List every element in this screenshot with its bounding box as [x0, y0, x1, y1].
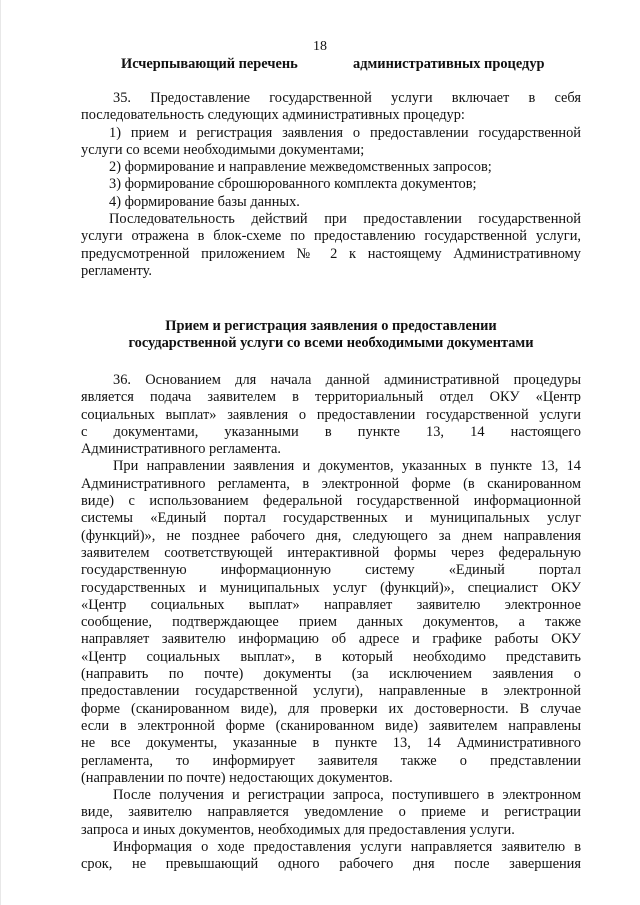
text-line: При направлении заявления и документов, указанных в пункте 13, 14 — [113, 458, 581, 475]
text-line: 2) формирование и направление межведомственных запросов; — [109, 159, 492, 176]
text-line: последовательность следующих административных процедур: — [81, 107, 465, 124]
text-line: государственную информационную систему «Единый портал — [81, 562, 581, 579]
text-line: После получения и регистрации запроса, поступившего в электронном — [113, 787, 581, 804]
text-line: срок, не превышающий одного рабочего дня после завершения — [81, 856, 581, 873]
text-line: предоставлении государственной услуги), направленные в электронной — [81, 683, 581, 700]
paragraph-block-35 — [81, 90, 581, 280]
heading-line: Прием и регистрация заявления о предоставлении — [165, 318, 497, 334]
text-line: 4) формирование базы данных. — [109, 193, 300, 210]
text-line: услуги отражена в блок-схеме по предоставлению государственной услуги, — [81, 228, 581, 245]
scan-edge — [0, 0, 1, 905]
text-line: форме (сканированном виде), для проверки их достоверности. В случае — [81, 700, 581, 717]
paragraph-block-36 — [81, 372, 581, 874]
text-line: Информация о ходе предоставления услуги направляется заявителю в — [113, 839, 581, 856]
text-line: регламенту. — [81, 262, 152, 279]
text-line: (направлении по почте) недостающих документов. — [81, 769, 393, 786]
text-line: заявителем соответствующей интерактивной формы через федеральную — [81, 544, 581, 561]
text-line: «Центр социальных выплат», в который необходимо представить — [81, 648, 581, 665]
text-line: не все документы, указанные в пункте 13, 14 Административного — [81, 735, 581, 752]
heading-line: государственной услуги со всеми необходимыми документами — [128, 335, 534, 352]
text-line: виде, заявителю направляется уведомление о приеме и регистрации — [81, 804, 581, 821]
text-line: Административного регламента, в электронной форме (в сканированном — [81, 475, 581, 492]
text-line: если в электронной форме (сканированном виде) заявителем направлены — [81, 717, 581, 734]
text-line: виде) с использованием федеральной государственной информационной — [81, 493, 581, 510]
page-number: 18 — [313, 39, 327, 54]
text-line: 1) прием и регистрация заявления о предоставлении государственной — [109, 124, 581, 141]
text-line: услуги со всеми необходимыми документами; — [81, 141, 365, 158]
text-line: (направить по почте) документы (за исключением заявления о — [81, 666, 581, 683]
text-line: запроса и иных документов, необходимых для предоставления услуги. — [81, 821, 515, 838]
text-line: Последовательность действий при предоставлении государственной — [109, 211, 581, 228]
section-title-part1: Исчерпывающий перечень — [121, 56, 298, 72]
section-title-part2: административных процедур — [353, 56, 545, 72]
text-line: направляет заявителю информацию об адресе и графике работы ОКУ — [81, 631, 581, 648]
text-line: предусмотренной приложением № 2 к настоящему Административному — [81, 245, 581, 262]
text-line: 36. Основанием для начала данной административной процедуры — [113, 372, 581, 388]
text-line: Административного регламента. — [81, 441, 281, 458]
text-line: с документами, указанными в пункте 13, 14 настоящего — [81, 423, 581, 440]
text-line: сообщение, подтверждающее прием данных документов, а также — [81, 614, 581, 631]
text-line: системы «Единый портал государственных и муниципальных услуг — [81, 510, 581, 527]
text-line: 35. Предоставление государственной услуги включает в себя — [113, 90, 581, 106]
text-line: социальных выплат» заявления о предоставлении государственной услуги — [81, 406, 581, 423]
text-line: «Центр социальных выплат» направляет заявителю электронное — [81, 596, 581, 613]
text-line: является подача заявителем в территориальный отдел ОКУ «Центр — [81, 389, 581, 406]
text-line: регламента, то информирует заявителя также о представлении — [81, 752, 581, 769]
text-line: (функций)», не позднее рабочего дня, следующего за днем направления — [81, 527, 581, 544]
subsection-heading — [81, 318, 581, 353]
text-line: государственных и муниципальных услуг (функций)», специалист ОКУ — [81, 579, 581, 596]
text-line: 3) формирование сброшюрованного комплекта документов; — [109, 176, 477, 193]
